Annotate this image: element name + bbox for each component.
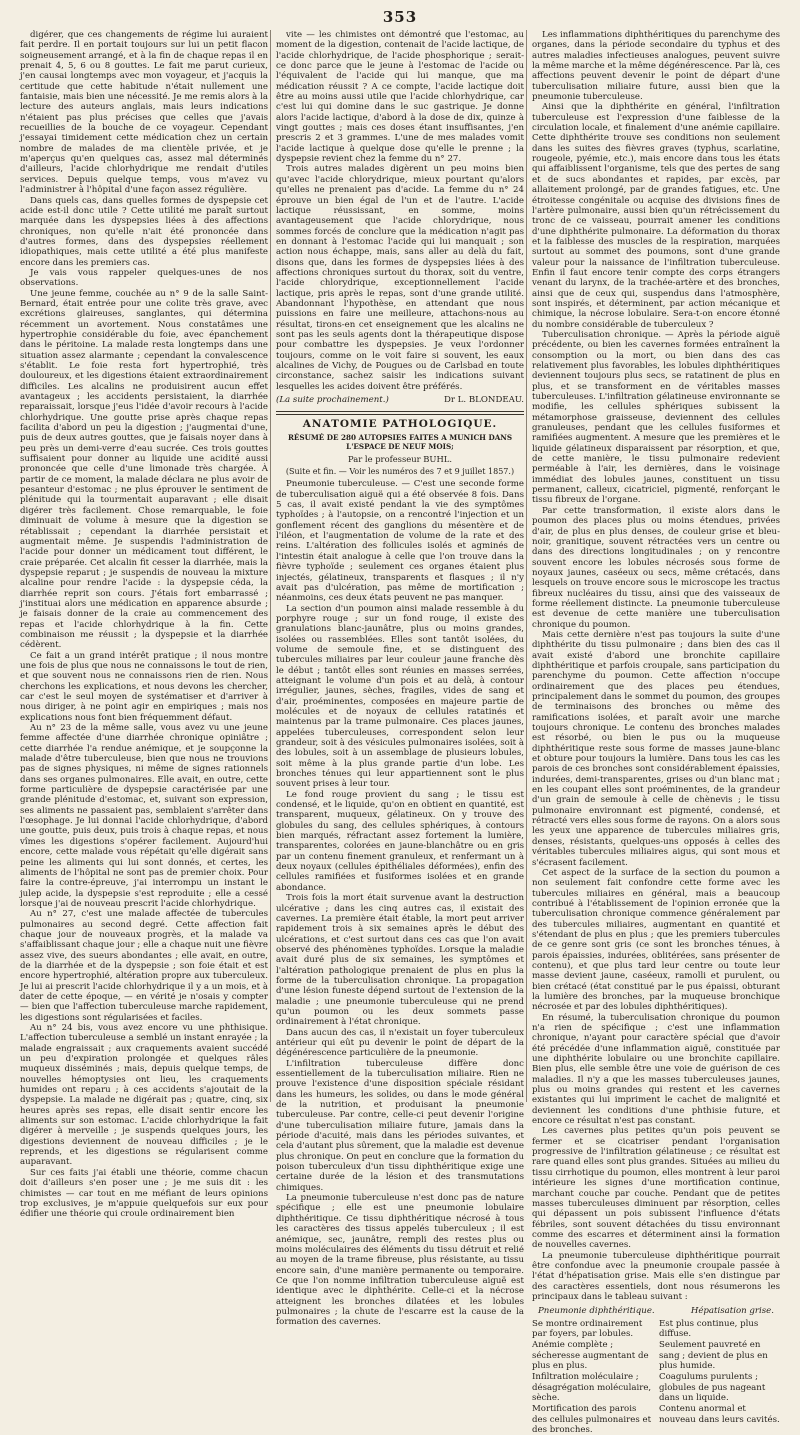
paragraph: Cet aspect de la surface de la section du poumon a non seulement fait confondre cette forme avec les tubercules miliaires en général, mais a beaucoup contribué à l'établissement de l'opinion erronée que la tuberculisation chronique commence généralement par des tubercules miliaires, augmentant en quantité et s'étendant de plus en plus ; que les premiers tubercules de ce genre sont gris (ce sont les bronches ténues, à parois épaissies, indurées, oblitérées, sans présenter de contenu), et que plus tard leur centre ou toute leur masse devient jaune, caséeux, ramolli et purulent, ou bien crétacé (état constitué par le pus épaissi, obturant la lumière des bronches, par la muqueuse bronchique nécrosée et par des lobules diphthéritiques). (532, 867, 780, 1013)
column-right (532, 30, 780, 1435)
paragraph: Je vais vous rappeler quelques-unes de nos observations. (20, 267, 268, 289)
paragraph: Au n° 24 bis, vous avez encore vu une phthisique. L'affection tuberculeuse a semblé un instant enrayée ; la malade engraissait ; aux craquements avaient succédé un peu d'expiration prolongée et quelques râles muqueux disséminés ; mais, depuis quelque temps, de nouvelles hémoptysies ont lieu, les craquements humides ont reparu ; à ces accidents s'ajoutait de la dyspepsie. La malade ne digérait pas ; quatre, cinq, six heures après ses repas, elle disait sentir encore les aliments sur son estomac. L'acide chlorhydrique la fait digérer à merveille ; je suspends quelques jours, les digestions deviennent de nouveau difficiles ; je le reprends, et les digestions se régularisent comme auparavant. (20, 1023, 268, 1168)
comparison-cell: Est plus continue, plus diffuse. (659, 1318, 759, 1339)
comparison-cell: Seulement pauvreté en sang ; devient de plus en plus humide. (659, 1340, 768, 1371)
column-left (20, 30, 268, 1220)
signature-line (276, 395, 524, 405)
comparison-cell: Se montre ordinairement par foyers, par lobules. (532, 1318, 643, 1339)
comparison-header-left: Pneumonie diphthéritique. (538, 1306, 655, 1317)
paragraph: Mais cette dernière n'est pas toujours la suite d'une diphthérite du tissu pulmonaire ; dans bien des cas il avait existé d'abord une bronchite capillaire diphthéritique et parfois croupale, sans participation du parenchyme du poumon. Cette affection n'occupe ordinairement que des places peu étendues, principalement dans le sommet du poumon, des groupes de terminaisons des bronches ou même des ramifications isolées, et paraît avoir une marche toujours chronique. Le contenu des bronches malades est résorbé, ou bien le pus ou la muqueuse diphthéritique reste sous forme de masses jaune-blanc et obture pour toujours la lumière. Dans tous les cas les parois de ces bronches sont considérablement épaissies, indurées, demi-transparentes, grises ou d'un blanc mat ; en les coupant elles sont proéminentes, de la grandeur d'un grain de semoule à celle de chènevis ; le tissu pulmonaire environnant est pigmenté, condensé, et rétracté vers elles sous forme de rayons. On a alors sous les yeux une apparence de tubercules miliaires gris, denses, résistants, quelques-uns opposés à celles des véritables tubercules miliaires aigus, qui sont mous et s'écrasent facilement. (532, 629, 780, 868)
column-rule (270, 30, 271, 1102)
paragraph: En résumé, la tuberculisation chronique du poumon n'a rien de spécifique ; c'est une inflammation chronique, n'ayant pour caractère spécial que d'avoir été précédée d'une inflammation aiguë, constituée par une diphthérite lobulaire ou une bronchite capillaire. Bien plus, elle semble être une voie de guérison de ces maladies. Il n'y a que les masses tuberculeuses jaunes, plus ou moins grandes qui restent et les cavernes existantes qui lui impriment le cachet de malignité et deviennent les conditions d'une phthisie future, et encore ce résultat n'est pas constant. (532, 1012, 780, 1127)
comparison-row (532, 1340, 780, 1371)
paragraph: Au n° 27, c'est une malade affectée de tubercules pulmonaires au second degré. Cette affection fait chaque jour de nouveaux progrès, et la malade va s'affaiblissant chaque jour ; elle a chaque nuit une fièvre assez vive, des sueurs abondantes ; elle avait, en outre, de la diarrhée et de la dyspepsie ; son foie était et est encore hypertrophié, altération propre aux tuberculeux. Je lui ai prescrit l'acide chlorhydrique il y a un mois, et à dater de cette époque, — en vérité je n'osais y compter — bien que l'affection tuberculeuse marche rapidement, les digestions sont régularisées et faciles. (20, 909, 268, 1023)
paragraph: Trois fois la mort était survenue avant la destruction ulcérative ; dans les cinq autres cas, il existait des cavernes. La première était étable, la mort peut arriver rapidement trois à six semaines après le début des ulcérations, et c'est surtout dans ces cas que l'on avait observé des phénomènes typhoïdes. Lorsque la maladie avait duré plus de six semaines, les symptômes et l'altération pathologique prenaient de plus en plus la forme de la tuberculisation chronique. La propagation d'une lésion funeste dépend surtout de l'extension de la maladie ; une pneumonie tuberculeuse qui ne prend qu'un poumon ou les deux sommets passe ordinairement à l'état chronique. (276, 893, 524, 1028)
comparison-header-right: Hépatisation grise. (690, 1306, 774, 1317)
paragraph: La section d'un poumon ainsi malade ressemble à du porphyre rouge ; sur un fond rouge, il existe des granulations blanc-jaunâtre, plus ou moins grandes, isolées ou rassemblées. Elles sont tantôt isolées, du volume de semoule fine, et se distinguent des tubercules miliaires par leur couleur jaune franche dès le début ; tantôt elles sont réunies en masses serrées, atteignant le volume d'un pois et au delà, à contour irrégulier, jaunes, sèches, fragiles, vides de sang et d'air, proéminentes, composées en majeure partie de molécules et de noyaux de cellules ratatinés et maintenus par la trame pulmonaire. Ces places jaunes, appelées tuberculeuses, correspondent selon leur grandeur, soit à des vésicules pulmonaires isolées, soit à des lobules, soit à un assemblage de plusieurs lobules, soit même à la plus grande partie d'un lobe. Les bronches ténues qui leur appartiennent sont le plus souvent prises à leur tour. (276, 603, 524, 790)
comparison-table (532, 1319, 780, 1435)
section-title: ANATOMIE PATHOLOGIQUE. (302, 418, 498, 431)
paragraph: L'infiltration tuberculeuse diffère donc essentiellement de la tuberculisation miliaire. Rien ne prouve l'existence d'une disposition spéciale résidant dans les humeurs, les solides, ou dans le mode général de la nutrition, et produisant la pneumonie tuberculeuse. Par contre, celle-ci peut devenir l'origine d'une tuberculisation miliaire future, jamais dans la période d'acuité, mais dans les périodes suivantes, et cela d'autant plus sûrement, que la maladie est devenue plus chronique. On peut en conclure que la formation du poison tuberculeux d'un tissu diphthéritique exige une certaine durée de la lésion et des transmutations chimiques. (276, 1058, 524, 1193)
paragraph: Au n° 23 de la même salle, vous avez vu une jeune femme affectée d'une diarrhée chronique opiniâtre ; cette diarrhée l'a rendue anémique, et je soupçonne la malade d'être tuberculeuse, bien que nous ne trouvions pas de signes physiques, ni même de signes rationnels dans ses organes pulmonaires. Elle avait, en outre, cette forme particulière de dyspepsie caractérisée par une grande plénitude d'estomac, et, suivant son expression, ses aliments ne passaient pas, semblaient s'arrêter dans l'œsophage. Je lui donnai l'acide chlorhydrique, d'abord une goutte, puis deux, puis trois à chaque repas, et nous vîmes les digestions s'opérer facilement. Aujourd'hui encore, cette malade vous répétait qu'elle digérait sans peine les aliments qui lui sont donnés, et certes, les aliments de l'hôpital ne sont pas de premier choix. Pour faire la contre-épreuve, j'ai interrompu un instant le julep acide, la dyspepsie s'est reproduite ; elle a cessé lorsque j'ai de nouveau prescrit l'acide chlorhydrique. (20, 723, 268, 909)
comparison-cell: Infiltration moléculaire ; désagrégation moléculaire, sèche. (532, 1372, 652, 1404)
article-continuation (276, 30, 524, 392)
comparison-cell: Contenu anormal et nouveau dans leurs cavités. (659, 1404, 780, 1425)
column-rule (526, 30, 527, 1102)
article-body (276, 479, 524, 1327)
paragraph: Ce fait a un grand intérêt pratique ; il nous montre une fois de plus que nous ne connaissons le tout de rien, et que souvent nous ne connaissons rien de rien. Nous cherchons les explications, et nous devons les chercher, car c'est le seul moyen de systématiser et d'arriver à nous diriger, à ne point agir en empiriques ; mais nos explications nous font bien fréquemment défaut. (20, 650, 268, 723)
paragraph: Dans quels cas, dans quelles formes de dyspepsie cet acide est-il donc utile ? Cette utilité me paraît surtout marquée dans les dyspepsies liées à des affections chroniques, non qu'elle n'ait été prononcée dans d'autres formes, dans des dyspepsies réellement idiopathiques, mais cette utilité a été plus manifeste encore dans les premiers cas. (20, 195, 268, 268)
author-signature: Dr L. BLONDEAU. (443, 395, 524, 406)
paragraph: Par cette transformation, il existe alors dans le poumon des places plus ou moins étendues, privées d'air, de plus en plus denses, de couleur grise et bleu-noir, granitique, souvent rétractées vers un centre ou dans des directions longitudinales ; on y rencontre souvent encore les lobules nécrosés sous forme de noyaux jaunes, caséeux ou secs, même crétacés, dans lesquels on trouve encore sous le microscope les tractus fibreux nucléaires du tissu, ainsi que des vaisseaux de forme réellement distincte. La pneumonie tuberculeuse est devenue de cette manière une tuberculisation chronique du poumon. (532, 505, 780, 630)
article-title: RÉSUMÉ DE 280 AUTOPSIES FAITES A MUNICH DANS L'ESPACE DE NEUF MOIS; (287, 432, 513, 451)
continuation-note: (Suite et fin. — Voir les numéros des 7 et 9 juillet 1857.) (285, 467, 515, 477)
page-number: 353 (382, 8, 418, 26)
paragraph: digérer, que ces changements de régime lui auraient fait perdre. Il en portait toujours sur lui un petit flacon soigneusement arrangé, et à la fin de chaque repas il en prenait 4, 5, 6 ou 8 gouttes. Le fait me parut curieux, j'en causai longtemps avec mon voyageur, et j'acquis la certitude que cette habitude n'était nullement une fantaisie, mais bien une nécessité. Je me remis alors à la lecture des auteurs anglais, mais leurs indications n'étaient pas plus précises que celles que j'avais recueillies de la bouche de ce voyageur. Cependant j'essayai timidement cette médication chez un certain nombre de malades de ma clientèle privée, et je m'aperçus qu'en quelques cas, assez mal déterminés d'ailleurs, l'acide chlorhydrique me rendait d'utiles services. Depuis quelque temps, vous m'avez vu l'administrer à l'hôpital d'une façon assez régulière. (20, 30, 268, 196)
paragraph: Tuberculisation chronique. — Après la période aiguë précédente, ou bien les cavernes formées entraînent la consomption ou la mort, ou bien dans des cas relativement plus favorables, les lobules diphthéritiques deviennent toujours plus secs, se ratatinent de plus en plus, et se transforment en de véritables masses tuberculeuses. L'infiltration gélatineuse environnante se modifie, les cellules sphériques subissent la métamorphose graisseuse, deviennent des cellules granuleuses, pendant que les cellules fusiformes et ramifiées augmentent. A mesure que les premières et le liquide gélatineux disparaissent par résorption, et que, de cette manière, le tissu pulmonaire redevient perméable à l'air, les dernières, dans le voisinage immédiat des lobules jaunes, constituent un tissu permanent, calleux, cicatriciel, pigmenté, renforçant le tissu fibreux de l'organe. (532, 329, 780, 506)
paragraph: La pneumonie tuberculeuse diphthéritique pourrait être confondue avec la pneumonie croupale passée à l'état d'hépatisation grise. Mais elle s'en distingue par des caractères essentiels, dont nous résumerons les principaux dans le tableau suivant : (532, 1250, 780, 1302)
comparison-table-header (538, 1306, 774, 1316)
to-be-continued: (La suite prochainement.) (276, 395, 389, 406)
paragraph: vite — les chimistes ont démontré que l'estomac, au moment de la digestion, contenait de l'acide lactique, de l'acide chlorhydrique, de l'acide phosphorique ; serait-ce donc parce que le jeune à l'estomac de l'acide ou l'équivalent de l'acide qui lui manque, que ma médication réussit ? A ce compte, l'acide lactique doit être au moins aussi utile que l'acide chlorhydrique, car c'est lui qui domine dans le suc gastrique. Je donne alors l'acide lactique, d'abord à la dose de dix, quinze à vingt gouttes ; mais ces doses étant insuffisantes, j'en prescris 2 et 3 grammes. L'une de mes malades vomit l'acide lactique à quelque dose qu'elle le prenne ; la dyspepsie revient chez la femme du n° 27. (276, 30, 524, 165)
comparison-row (532, 1319, 780, 1340)
article-author: Par le professeur BUHL. (347, 453, 453, 464)
paragraph: Dans aucun des cas, il n'existait un foyer tuberculeux antérieur qui eût pu devenir le point de départ de la dégénérescence particulière de la pneumonie. (276, 1027, 524, 1059)
paragraph: Trois autres malades digèrent un peu moins bien qu'avec l'acide chlorydrique, mieux pourtant qu'alors qu'elles ne prenaient pas d'acide. La femme du n° 24 éprouve un bien égal de l'un et de l'autre. L'acide lactique réussissant, en somme, moins avantageusement que l'acide chlorydrique, nous sommes forcés de conclure que la médication n'agit pas en donnant à l'estomac l'acide qui lui manquait ; son action nous échappe, mais, sans aller au delà du fait, disons que, dans les formes de dyspepsies liées à des affections chroniques surtout du thorax, soit du ventre, l'acide chlorydrique, exceptionnellement l'acide lactique, pris après le repas, sont d'une grande utilité. Abandonnant l'hypothèse, en attendant que nous puissions en faire une meilleure, attachons-nous au résultat, tirons-en cet enseignement que les alcalins ne sont pas les seuls agents dont la thérapeutique dispose pour combattre les dyspepsies. Je veux l'ordonner toujours, comme on le voit faire si souvent, les eaux alcalines de Vichy, de Pougues ou de Carlsbad en toute circonstance, sachez saisir les indications suivant lesquelles les acides doivent être préférés. (276, 164, 524, 392)
comparison-row (532, 1404, 780, 1435)
article-body-continued (532, 30, 780, 1302)
comparison-cell: Mortification des parois des cellules pulmonaires et des bronches. (532, 1404, 652, 1435)
comparison-cell: Coagulums purulents ; globules de pus nageant dans un liquide. (659, 1372, 766, 1404)
paragraph: Une jeune femme, couchée au n° 9 de la salle Saint-Bernard, était entrée pour une colite très grave, avec excrétions glaireuses, sanglantes, qui détermina récemment un avortement. Nous constatâmes une hypertrophie considérable du foie, avec épanchement dans le péritoine. La malade resta longtemps dans une situation assez alarmante ; cependant la convalescence s'établit. Le foie resta fort hypertrophié, très douloureux, et les digestions étaient extraordinairement difficiles. Les alcalins ne produisirent aucun effet avantageux ; les accidents persistaient, la diarrhée reparaissait, lorsque j'eus l'idée d'avoir recours à l'acide chlorhydrique. Une goutte prise après chaque repas facilita d'abord un peu la digestion ; j'augmentai d'une, puis de deux autres gouttes, que je faisais noyer dans à peu près un demi-verre d'eau sucrée. Ces trois gouttes suffisaient pour donner au liquide une acidité aussi prononcée que celle d'une limonade très chargée. À partir de ce moment, la malade déclara ne plus avoir de pesanteur d'estomac ; ne plus éprouver le sentiment de plénitude qui la tourmentait auparavant ; elle disait digérer très facilement. Chose remarquable, le foie diminuait de volume à mesure que la digestion se rétablissait ; cependant la diarrhée persistait et augmentait même. Je suspendis l'administration de l'acide pour donner un médicament tout différent, le craie préparée. Cet alcalin fit cesser la diarrhée, mais la dyspepsie reparut ; je suspendis de nouveau la mixture alcaline pour rendre l'acide : la dyspepsie céda, la diarrhée reprit son cours. J'étais fort embarrassé ; j'instituai alors une médication en apparence absurde ; je faisais donner de la craie au commencement des repas et l'acide chlorhydrique à la fin. Cette combinaison me réussit ; la dyspepsie et la diarrhée cédèrent. (20, 288, 268, 651)
paragraph: Pneumonie tuberculeuse. — C'est une seconde forme de tuberculisation aiguë qui a été observée 8 fois. Dans 5 cas, il avait existé pendant la vie des symptômes typhoïdes ; à l'autopsie, on a rencontré l'injection et un gonflement récent des ganglions du mésentère et de l'iléon, et l'augmentation de volume de la rate et des reins. L'altération des follicules isolés et agminés de l'intestin était analogue à celle que l'on trouve dans la fièvre typhoïde ; seulement ces organes étaient plus injectés, gélatineux, transparents et flasques ; il n'y avait pas d'ulcération, pas même de mortification ; néanmoins, ces deux états peuvent ne pas manquer. (276, 479, 524, 604)
paragraph: La pneumonie tuberculeuse n'est donc pas de nature spécifique ; elle est une pneumonie lobulaire diphthéritique. Ce tissu diphthéritique nécrosé à tous les caractères des tissus appelés tuberculeux ; il est anémique, sec, jaunâtre, rempli des restes plus ou moins moléculaires des éléments du tissu détruit et relié au moyen de la trame fibreuse, plus résistante, au tissu encore sain, d'une manière permanente ou temporaire. Ce que l'on nomme infiltration tuberculeuse aiguë est identique avec le diphthérite. Celle-ci et la nécrose atteignent les bronches dilatées et les lobules pulmonaires ; la chute de l'escarre est la cause de la formation des cavernes. (276, 1193, 524, 1328)
column-middle (276, 30, 524, 1328)
paragraph: Le fond rouge provient du sang ; le tissu est condensé, et le liquide, qu'on en obtient en quantité, est transparent, muqueux, gélatineux. On y trouve des globules du sang, des cellules sphériques, à contours bien marqués, réfractant assez fortement la lumière, transparentes, colorées en jaune-blanchâtre ou en gris par un contenu finement granuleux, et renfermant un à deux noyaux (cellules épithéliales déformées), enfin des cellules ramifiées et fusiformes isolées et en grande abondance. (276, 789, 524, 893)
section-divider (276, 411, 524, 415)
paragraph: Les inflammations diphthéritiques du parenchyme des organes, dans la période secondaire du typhus et des autres maladies infectieuses analogues, peuvent suivre la même marche et la même dégénérescence. Par là, ces affections peuvent devenir le point de départ d'une tuberculisation miliaire future, aussi bien que la pneumonie tuberculeuse. (532, 30, 780, 103)
comparison-cell: Anémie complète ; sécheresse augmentant de plus en plus. (532, 1340, 649, 1371)
paragraph: Ainsi que la diphthérite en général, l'infiltration tuberculeuse est l'expression d'une faiblesse de la circulation locale, et finalement d'une anémie capillaire. Cette diphthérite trouve ses conditions non seulement dans les suites des fièvres graves (typhus, scarlatine, rougeole, pyémie, etc.), mais encore dans tous les états qui affaiblissent l'organisme, tels que des pertes de sang et de sucs abondantes et rapides, par excès, par allaitement prolongé, par de grandes fatigues, etc. Une étroitesse congénitale ou acquise des divisions fines de l'artère pulmonaire, aussi bien qu'un rétrécissement du tronc de ce vaisseau, pourrait amener les conditions d'une diphthérite pulmonaire. La déformation du thorax et la faiblesse des muscles de la respiration, marquées surtout au sommet des poumons, sont d'une grande valeur pour la naissance de l'infiltration tuberculeuse. Enfin il faut encore tenir compte des corps étrangers venant du larynx, de la trachée-artère et des bronches, ainsi que de ceux qui, suspendus dans l'atmosphère, sont inspirés, et déterminent, par action mécanique et chimique, la nécrose lobulaire. Sera-t-on encore étonné du nombre considérable de tuberculeux ? (532, 102, 780, 330)
paragraph: Les cavernes plus petites qu'un pois peuvent se fermer et se cicatriser pendant l'organisation progressive de l'infiltration gélatineuse ; ce résultat est rare quand elles sont plus grandes. Situées au milieu du tissu cirrhotique du poumon, elles montrent à leur paroi intérieure les signes d'une mortification continue, marchant couche par couche. Pendant que de petites masses tuberculeuses diminuent par résorption, celles qui dépassent un pois subissent l'influence d'états fébriles, sont souvent détachées du tissu environnant comme des escarres et déterminent ainsi la formation de nouvelles cavernes. (532, 1126, 780, 1251)
paragraph: Sur ces faits j'ai établi une théorie, comme chacun doit d'ailleurs s'en poser une ; je me suis dit : les chimistes — car tout en me méfiant de leurs opinions trop exclusives, je m'appuie quelquefois sur eux pour édifier une théorie qui croule ordinairement bien (20, 1167, 268, 1220)
comparison-row (532, 1372, 780, 1403)
